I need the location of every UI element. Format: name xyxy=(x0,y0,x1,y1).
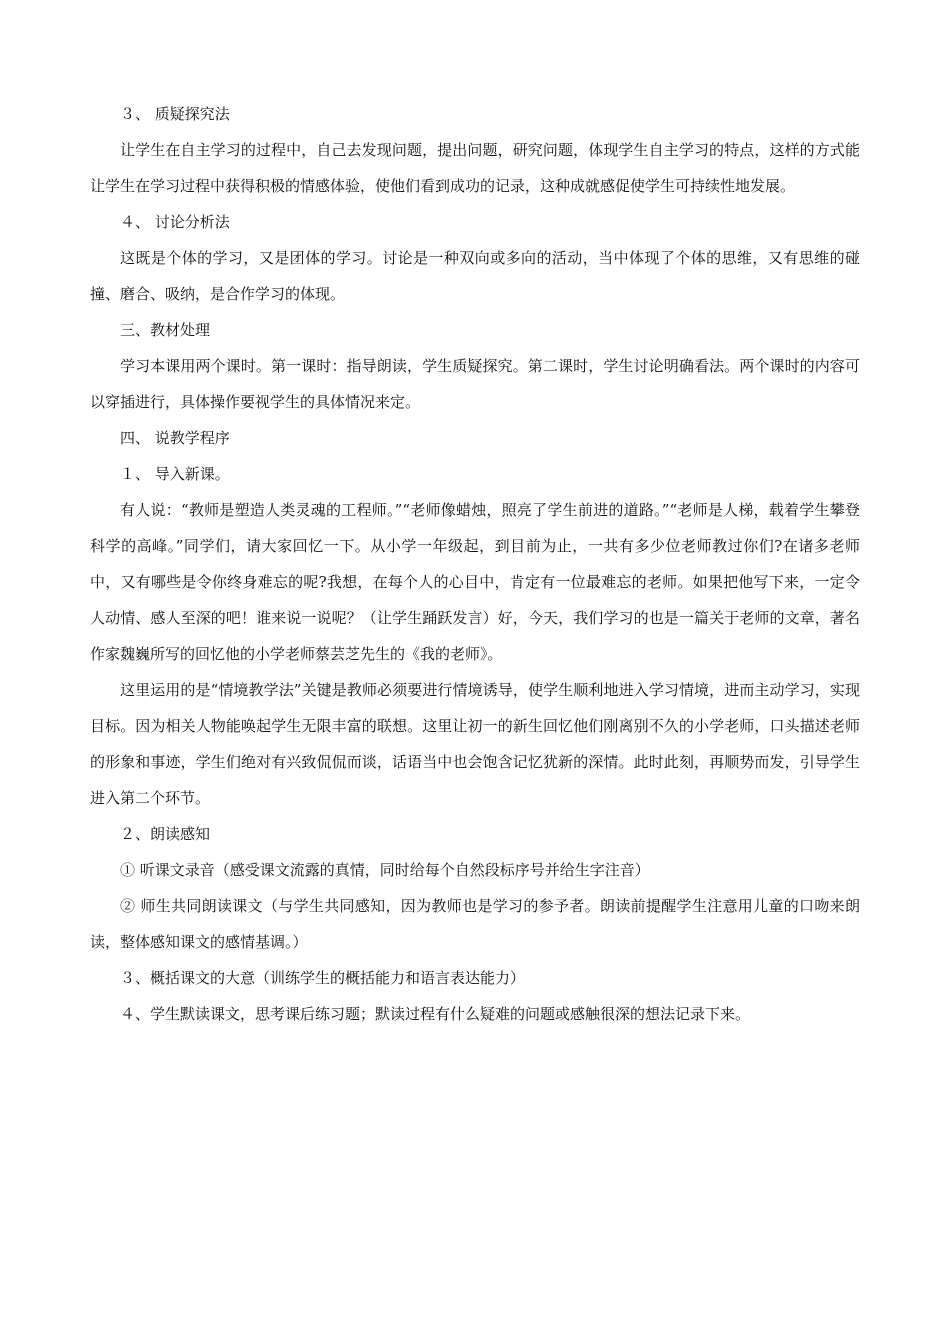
section-heading-method-4: ４、 讨论分析法 xyxy=(120,213,230,231)
subheading-reading: ２、朗读感知 xyxy=(120,825,211,843)
document-body xyxy=(90,96,860,1032)
paragraph: 这里运用的是“情境教学法”关键是教师必须要进行情境诱导，使学生顺利地进入学习情境，进而主动学习，实现目标。因为相关人物能唤起学生无限丰富的联想。这里让初一的新生回忆他们刚离别不久的小学老师，口头描述老师的形象和事迹，学生们绝对有兴致侃侃而谈，话语当中也会饱含记忆犹新的深情。此时此刻，再顺势而发，引导学生进入第二个环节。 xyxy=(90,681,860,807)
paragraph: 有人说：“教师是塑造人类灵魂的工程师。”“老师像蜡烛，照亮了学生前进的道路。”“老师是人梯，载着学生攀登科学的高峰。”同学们，请大家回忆一下。从小学一年级起，到目前为止，一共有多少位老师教过你们?在诸多老师中，又有哪些是令你终身难忘的呢?我想，在每个人的心目中，肯定有一位最难忘的老师。如果把他写下来，一定令人动情、感人至深的吧！谁来说一说呢？（让学生踊跃发言）好，今天，我们学习的也是一篇关于老师的文章，著名作家魏巍所写的回忆他的小学老师蔡芸芝先生的《我的老师》。 xyxy=(90,501,860,663)
subheading-silent-reading: ４、学生默读课文，思考课后练习题；默读过程有什么疑难的问题或感触很深的想法记录下来。 xyxy=(120,1005,751,1023)
subheading-summary: ３、概括课文的大意（训练学生的概括能力和语言表达能力） xyxy=(120,969,526,987)
paragraph: 这既是个体的学习，又是团体的学习。讨论是一种双向或多向的活动，当中体现了个体的思维，又有思维的碰撞、磨合、吸纳，是合作学习的体现。 xyxy=(90,249,860,303)
paragraph: 让学生在自主学习的过程中，自己去发现问题，提出问题，研究问题，体现学生自主学习的特点，这样的方式能让学生在学习过程中获得积极的情感体验，使他们看到成功的记录，这种成就感促使学生可持续性地发展。 xyxy=(90,141,860,195)
subheading-intro: １、 导入新课。 xyxy=(120,465,230,483)
list-item: ② 师生共同朗读课文（与学生共同感知，因为教师也是学习的参予者。朗读前提醒学生注意用儿童的口吻来朗读，整体感知课文的感情基调。） xyxy=(90,897,860,951)
section-heading-procedure: 四、 说教学程序 xyxy=(120,429,230,447)
list-item: ① 听课文录音（感受课文流露的真情，同时给每个自然段标序号并给生字注音） xyxy=(120,861,650,879)
section-heading-materials: 三、教材处理 xyxy=(120,321,211,339)
paragraph: 学习本课用两个课时。第一课时：指导朗读，学生质疑探究。第二课时，学生讨论明确看法。两个课时的内容可以穿插进行，具体操作要视学生的具体情况来定。 xyxy=(90,357,860,411)
section-heading-method-3: ３、 质疑探究法 xyxy=(120,105,230,123)
